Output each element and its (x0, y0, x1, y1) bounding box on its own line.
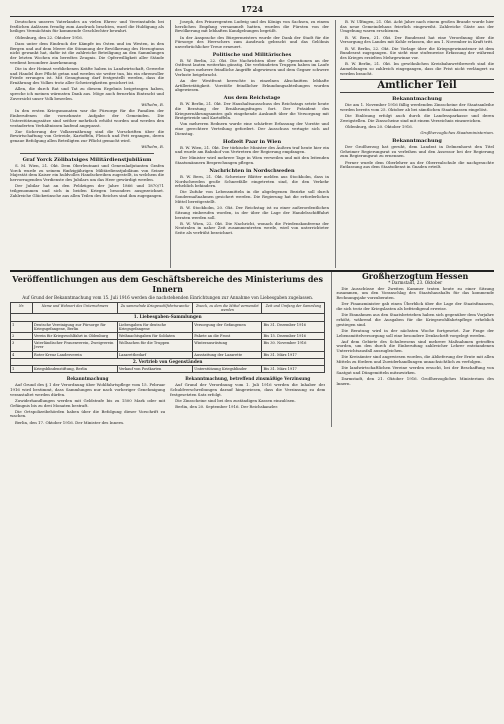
article-paragraph: B. W. Bern, 21. Okt. Der Bundesrat hat eine Verordnung über die Versorgung des Landes mit Kohle erlassen, die am 1. November in Kraft tritt. (340, 34, 494, 45)
table-row (11, 366, 325, 373)
article-dateline: Darmstadt, den 21. Oktober 1916. Großherzogliches Ministerium des Innern. (336, 376, 494, 386)
notice-paragraph: Die Ortspolizeibehörden haben über die Befolgung dieser Vorschrift zu wachen. (10, 408, 166, 419)
table-group-row (11, 314, 325, 321)
hessen-column (331, 272, 494, 427)
column-header: Nr. (11, 303, 33, 314)
section-title: Veröffentlichungen aus dem Geschäftsbereiche des Ministeriums des Innern (12, 274, 324, 294)
table-row (11, 340, 325, 351)
table-cell: Kriegsblindenstiftung, Berlin (33, 366, 118, 373)
article-heading: Politische und Militärisches (212, 51, 292, 58)
notice-paragraph: Die Zinsscheine sind bei den zuständigen Kassen einzulösen. (175, 397, 296, 403)
table-cell: 2 (11, 333, 33, 340)
bottom-section (10, 270, 494, 427)
article-dateline: Oldenburg, den 22. Oktober 1916. (15, 34, 83, 40)
column-middle (170, 20, 329, 268)
article-heading: Aus dem Reichstage (223, 95, 281, 102)
notice-heading: Bekanntmachung, betreffend zinsmäßige Verzinsung (185, 376, 311, 382)
article-paragraph: In der Ansprache des Bürgermeisters wurde der Dank der Stadt für die Fürsorge des Herrschers zum Ausdruck gebracht und das Gelöbnis unverbrüchlicher Treue erneuert. (175, 34, 329, 50)
dateline: * Darmstadt, 23. Oktober (388, 279, 443, 285)
notice-dateline: Berlin, den 20. September 1916. Der Reichskanzler. (175, 404, 279, 410)
table-cell: Bis 15. Dezember 1916 (262, 333, 325, 340)
table-row (11, 321, 325, 332)
table-cell: Verein für Kriegswohlfahrt in Oldenburg (33, 333, 118, 340)
table-cell: Wollsachen für die Truppen (117, 340, 192, 351)
table-cell: Versorgung der Gefangenen (193, 321, 262, 332)
article-heading: Graf Yorck Zölibatsiges Militärdienstjubiläum (22, 157, 152, 164)
article-paragraph: Die Einnahmen aus den Staatsbetrieben haben sich gegenüber dem Vorjahre erhöht, während die Ausgaben für die Kriegswohlfahrtspflege erheblich gestiegen sind. (336, 312, 494, 327)
notice-heading: Bekanntmachung (392, 137, 442, 144)
article-paragraph: B. W. Berlin, 22. Okt. Die Vorlage über die Kriegsgewinnsteuer ist dem Bundesrat zugegangen. Sie sieht eine stufenweise Erfassung der während des Krieges erzielten Mehrgewinne vor. (340, 45, 494, 60)
article-paragraph: Die Kreisämter sind angewiesen worden, die Ablieferung der Ernte mit allen Mitteln zu fördern und Zuwiderhandlungen unnachsichtlich zu verfolgen. (336, 354, 494, 365)
column-header: Name und Wohnort des Unternehmers (33, 303, 118, 314)
notice-dateline: Berlin, den 17. Oktober 1916. Der Minister des Innern. (15, 419, 125, 425)
notice-paragraph: Die am 1. November 1916 fällig werdenden Zinsscheine der Staatsanleihe werden bereits vom 25. Oktober ab bei sämtlichen Staatskassen eingelöst. (340, 102, 494, 112)
article-paragraph: Die Zufuhr von Lebensmitteln in die abgelegenen Bezirke soll durch Sondermaßnahmen gesichert werden. Die Regierung hat die erforderlichen Mittel bereitgestellt. (175, 189, 329, 204)
table-cell: Vaterländischer Frauenverein, Zweigverein Jever (33, 340, 118, 351)
table-row (11, 351, 325, 358)
article-heading: Nachrichten in Nordschweden (209, 167, 295, 174)
article-paragraph: Deutschen unseres Vaterlandes an vielen Ehren- und Vereinstafeln bei festlichen Anlässen freudig zum Ausdruck brachten, ward die Huldigung als heiliges Vermächtnis für kommende Geschlechter bewahrt. (10, 20, 164, 34)
table-header-row (11, 303, 325, 314)
group-label: 1. Liebesgaben-Sammlungen (11, 314, 325, 321)
article-heading: Hofzeit Paar in Wien (222, 138, 282, 145)
section-title: Großherzogtum Hessen (361, 272, 469, 281)
column-header: Zweck, zu dem die Mittel verwendet werden (193, 303, 262, 314)
table-cell: Bis 31. März 1917 (262, 351, 325, 358)
table-cell: Liebesgaben für deutsche Kriegsgefangene (117, 321, 192, 332)
table-cell: Weihnachtsgaben für Soldaten (117, 333, 192, 340)
section-subtitle: Auf Grund der Bekanntmachung vom 15. Juli 1916 werden die nachstehenden Einrichtungen zur Annahme von Liebesgaben zugelassen. (22, 295, 314, 300)
column-right (335, 20, 494, 268)
table-cell: Unterstützung Kriegsblinder (193, 366, 262, 373)
divider (20, 153, 154, 154)
notice-paragraph: Zuwiderhandlungen werden mit Geldstrafe bis zu 1500 Mark oder mit Gefängnis bis zu drei Monaten bestraft. (10, 397, 166, 408)
signature: Großherzogliches Staatsministerium. (420, 130, 494, 136)
article-paragraph: B. W. Stockholm, 20. Okt. Der Reichstag ist zu einer außerordentlichen Sitzung einberufen worden, in der über die Lage der Handelsschifffahrt beraten werden soll. (175, 205, 329, 220)
article-paragraph: B. W. Wien, 22. Okt. Die Nachricht, wonach die Friedenskonferenz der Neutralen in naher Zeit zusammentreten werde, wird von unterrichteter Seite als verfrüht bezeichnet. (175, 220, 329, 236)
table-cell: Roter Kreuz Landesverein (33, 351, 118, 358)
table-cell: 3 (11, 340, 33, 351)
article-paragraph: Die in der Heimat verbliebenen Kräfte haben in Landwirtschaft, Gewerbe und Handel ihre Pflicht getan und werden sie weiter tun, bis ein ehrenvoller Friede errungen ist. Mit Genugtuung darf festgestellt werden, dass die Ernährung des Volkes trotz aller Schwierigkeiten gesichert ist. (10, 65, 164, 85)
article-paragraph: B. W. Berlin, 21. Okt. Der Haushaltsausschuss des Reichstags setzte heute die Beratung der Ernährungsfragen fort. Der Präsident des Kriegsernährungsamtes gab eingehende Auskunft über die Versorgung mit Brotgetreide und Kartoffeln. (175, 101, 329, 121)
article-paragraph: An der Westfront herrschte in einzelnen Abschnitten lebhafte Artillerietätigkeit. Vorstöße feindlicher Erkundungsabteilungen wurden abgewiesen. (175, 78, 329, 93)
article-paragraph: Dass unter dem Eindruck der Kämpfe im Osten und im Westen, in den Bergen und auf dem Meere die Stimmung der Bevölkerung des Herzogtums nicht gewankt hat, dafür ist die zahlreiche Beteiligung an den Sammlungen der letzten Wochen ein beredtes Zeugnis. Die Opferwilligkeit aller Stände verdient besondere Anerkennung. (10, 40, 164, 65)
article-paragraph: Auf dem Gebiete des Schulwesens sind mehrere Maßnahmen getroffen worden, um den durch die Einberufung zahlreicher Lehrer entstandenen Unterrichtsausfall auszugleichen. (336, 338, 494, 354)
table-cell: Pakete an die Front (193, 333, 262, 340)
notice-heading: Bekanntmachung (66, 376, 109, 382)
table-cell: Bis 30. November 1916 (262, 340, 325, 351)
article-paragraph: Joseph, des Prinzregenten Ludwig und des Königs von Sachsen, zu einem herzlichen Empfang versammelt hatten, wurden die Fürsten von der Bevölkerung mit lebhaften Kundgebungen begrüßt. (175, 20, 329, 34)
collections-table (10, 302, 325, 373)
official-section-title: Amtlicher Teil (340, 79, 494, 93)
article-paragraph: Zur Sicherung der Volksernährung sind die Vorschriften über die Bewirtschaftung von Getreide, Kartoffeln, Fleisch und Fett ergangen, deren genaue Befolgung allen Beteiligten zur Pflicht gemacht wird. (10, 128, 164, 144)
article-paragraph: B. W. Wien, 21. Okt. Der türkische Minister des Äußern traf heute hier ein und wurde am Bahnhof von Vertretern der Regierung empfangen. (175, 144, 329, 155)
table-cell: 4 (11, 351, 33, 358)
ministry-publications (10, 272, 325, 427)
article-paragraph: Die Ausschüsse der Zweiten Kammer traten heute zu einer Sitzung zusammen, um den Voranschlag des Staatshaushalts für das kommende Rechnungsjahr vorzuberaten. (336, 285, 494, 301)
article-paragraph: Der Minister wird mehrere Tage in Wien verweilen und mit den leitenden Staatsmännern Besprechungen pflegen. (175, 155, 329, 166)
article-paragraph: S. M. Wien, 21. Okt. Dem Oberleutnant und Generaladjutanten Grafen Yorck wurde zu seinem fünfzigjährigen Militärdienstjubiläum von Seiner Majestät dem Kaiser ein huldvolles Handschreiben zugestellt, in welchem die hervorragenden Verdienste des Jubilars um das Heer gewürdigt werden. (10, 163, 164, 183)
notice-paragraph: Ferner wurde dem Oberlehrer an der Oberrealschule die nachgesuchte Entlassung aus dem Staatsdienst in Gnaden erteilt. (340, 159, 494, 170)
column-header: Zu sammelnde Kriegswohlfahrtszwecke (117, 303, 192, 314)
article-paragraph: B. W. Berlin, 22. Okt. Die Nachrichten über die Operationen an der Ostfront lauten weiterhin günstig. Die verbündeten Truppen haben im Laufe des Tages mehrere feindliche Angriffe abgewiesen und dem Gegner schwere Verluste beigebracht. (175, 57, 329, 77)
table-group-row (11, 358, 325, 365)
notice-paragraph: Auf Grund des § 1 der Verordnung über Wohlfahrtspflege vom 15. Februar 1916 wird bestimmt, dass Sammlungen nur nach vorheriger Genehmigung veranstaltet werden dürfen. (10, 382, 166, 397)
notice-paragraph: Die Einlösung erfolgt auch durch die Landessparkasse und deren Zweigstellen. Die Zinsscheine sind mit einem Verzeichnis einzureichen. (340, 113, 494, 123)
article-paragraph: Die landwirtschaftlichen Vereine werden ersucht, bei der Beschaffung von Saatgut und Düngemitteln mitzuwirken. (336, 365, 494, 375)
notice-left (10, 376, 165, 427)
article-paragraph: Der Finanzminister gab einen Überblick über die Lage der Staatsfinanzen, die sich trotz der Kriegslasten als befriedigend erweise. (336, 301, 494, 312)
article-paragraph: B. W. Ulfingen, 21. Okt. Acht Jahre nach einem großen Brande wurde hier das neue Gemeindehaus feierlich eingeweiht. Zahlreiche Gäste aus der Umgebung waren erschienen. (340, 20, 494, 34)
notice-columns (10, 373, 325, 427)
article-paragraph: B. W. Berlin, 21. Okt. Im gewöhnlichen Kreisbahnwettbewerb sind die Anmeldungen so zahlreich eingegangen, dass die Frist nicht verlängert zu werden braucht. (340, 61, 494, 76)
table-cell: Ausstattung der Lazarette (193, 351, 262, 358)
article-paragraph: Von mehreren Rednern wurde eine schärfere Erfassung der Vorräte und eine gerechtere Verteilung gefordert. Der Ausschuss vertagte sich auf Dienstag. (175, 121, 329, 136)
table-cell: 1 (11, 366, 33, 373)
article-paragraph: In den ersten Kriegsmonaten war die Fürsorge für die Familien der Einberufenen die vornehmste Aufgabe der Gemeinden. Die Unterstützungssätze sind seither mehrfach erhöht worden und werden den veränderten Verhältnissen laufend angepasst. (10, 108, 164, 128)
column-left (10, 20, 164, 268)
article-paragraph: B. W. Bern, 21. Okt. Schweizer Blätter melden aus Stockholm, dass in Nordschweden große Schneefälle eingetreten sind, die den Verkehr erheblich behindern. (175, 173, 329, 189)
article-paragraph: Allen, die durch Rat und Tat zu diesem Ergebnis beigetragen haben, spreche ich meinen wärmsten Dank aus. Möge auch fernerhin Eintracht und Zuversicht unser Volk beseelen. (10, 86, 164, 101)
page-header (10, 4, 494, 17)
table-cell: 1 (11, 321, 33, 332)
article-paragraph: Der Jubilar hat an den Feldzügen der Jahre 1866 und 1870/71 teilgenommen und sich in beiden Kriegen besonders ausgezeichnet. Zahlreiche Glückwünsche aus allen Teilen des Reiches sind ihm zugegangen. (10, 183, 164, 198)
page-number: 1724 (240, 4, 264, 14)
notice-paragraph: Auf Grund der Verordnung vom 1. Juli 1916 werden die Inhaber der Schuldverschreibungen darauf hingewiesen, dass die Verzinsung zu dem festgesetzten Satz erfolgt. (170, 382, 326, 397)
notice-heading: Bekanntmachung (392, 96, 442, 103)
group-label: 2. Vertrieb von Gegenständen (11, 358, 325, 365)
table-cell: Bis 31. Dezember 1916 (262, 321, 325, 332)
notice-paragraph: Der Großherzog hat geruht, dem Landrat in Delmenhorst den Titel Geheimer Regierungsrat zu verleihen und den Assessor bei der Regierung zum Regierungsrat zu ernennen. (340, 143, 494, 159)
notice-right (170, 376, 325, 427)
table-cell: Deutsche Vereinigung zur Fürsorge für Kriegsgefangene, Berlin (33, 321, 118, 332)
table-row (11, 333, 325, 340)
table-cell: Winterausrüstung (193, 340, 262, 351)
column-header: Zeit und Umfang der Sammlung (262, 303, 325, 314)
article-paragraph: Die Beratung wird in der nächsten Woche fortgesetzt. Zur Frage der Lebensmittelversorgung soll eine besondere Denkschrift vorgelegt werden. (336, 327, 494, 338)
table-cell: Verkauf von Postkarten (117, 366, 192, 373)
signature: Wilhelm, R. (141, 101, 164, 107)
newspaper-page (10, 0, 494, 427)
signature: Wilhelm, R. (141, 144, 164, 150)
top-columns (10, 20, 494, 268)
notice-dateline: Oldenburg, den 20. Oktober 1916. (345, 124, 413, 130)
table-cell: Bis 31. März 1917 (262, 366, 325, 373)
table-cell: Lazarettbedarf (117, 351, 192, 358)
